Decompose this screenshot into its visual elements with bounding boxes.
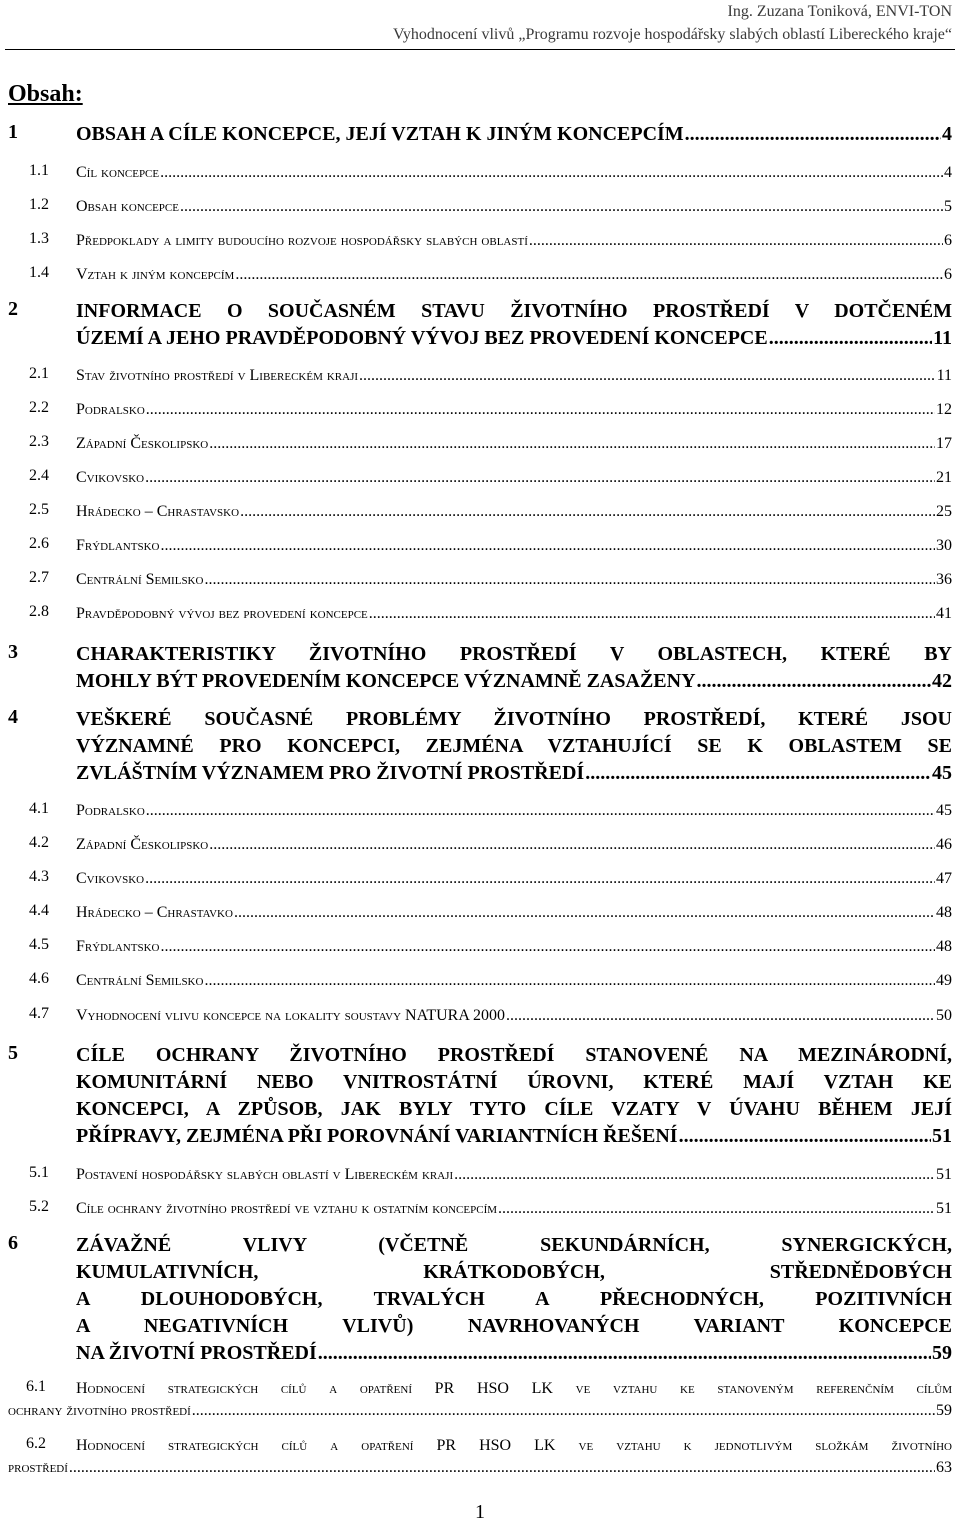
toc-entry-page: 59 bbox=[936, 1402, 952, 1419]
toc-entry-4-7[interactable] bbox=[8, 1005, 952, 1027]
toc-entry-page: 4 bbox=[942, 123, 952, 145]
toc-entry-page: 11 bbox=[933, 327, 952, 349]
toc-entry-text-line: NA ŽIVOTNÍ PROSTŘEDÍ bbox=[76, 1342, 317, 1364]
toc-entry-4-1[interactable] bbox=[8, 800, 952, 822]
toc-entry-number: 1 bbox=[8, 121, 18, 143]
toc-entry-1-1[interactable] bbox=[8, 162, 952, 184]
toc-entry-page: 48 bbox=[936, 938, 952, 955]
toc-entry-text: Západní Českolipsko bbox=[76, 435, 209, 452]
toc-entry-text: Centrální Semilsko bbox=[76, 571, 204, 588]
toc-entry-text-line: A DLOUHODOBÝCH, TRVALÝCH A PŘECHODNÝCH, POZITIVNÍCH bbox=[76, 1288, 952, 1310]
dot-leader bbox=[697, 668, 931, 695]
dot-leader bbox=[359, 365, 936, 387]
toc-entry-2[interactable] bbox=[8, 298, 952, 352]
toc-entry-2-6[interactable] bbox=[8, 535, 952, 557]
toc-entry-1-3[interactable] bbox=[8, 230, 952, 252]
toc-entry-page: 45 bbox=[932, 762, 952, 784]
toc-entry-text: Obsah koncepce bbox=[76, 198, 179, 215]
toc-entry-page: 47 bbox=[936, 870, 952, 887]
dot-leader bbox=[146, 399, 935, 421]
dot-leader bbox=[160, 162, 943, 184]
toc-entry-text: Podralsko bbox=[76, 401, 145, 418]
toc-entry-number: 4.6 bbox=[29, 970, 49, 987]
toc-entry-text-line: CÍLE OCHRANY ŽIVOTNÍHO PROSTŘEDÍ STANOVENÉ NA MEZINÁRODNÍ, bbox=[76, 1044, 952, 1066]
toc-entry-page: 4 bbox=[944, 164, 952, 181]
toc-entry-number: 4.7 bbox=[29, 1005, 49, 1022]
toc-entry-text: Cíl koncepce bbox=[76, 164, 160, 181]
dot-leader bbox=[192, 1400, 935, 1422]
toc-entry-4-4[interactable] bbox=[8, 902, 952, 924]
dot-leader bbox=[506, 1005, 935, 1027]
dot-leader bbox=[498, 1198, 935, 1220]
toc-entry-4-3[interactable] bbox=[8, 868, 952, 890]
toc-entry-5-2[interactable] bbox=[8, 1198, 952, 1220]
dot-leader bbox=[240, 501, 935, 523]
toc-entry-text-line: PŘÍPRAVY, ZEJMÉNA PŘI POROVNÁNÍ VARIANTNÍCH ŘEŠENÍ bbox=[76, 1125, 678, 1147]
dot-leader bbox=[585, 760, 931, 787]
page-number: 1 bbox=[475, 1501, 485, 1523]
toc-entry-text: Pravděpodobný vývoj bez provedení koncepce bbox=[76, 605, 368, 622]
toc-entry-number: 5 bbox=[8, 1042, 18, 1064]
toc-entry-1-2[interactable] bbox=[8, 196, 952, 218]
toc-entry-text: Frýdlantsko bbox=[76, 938, 160, 955]
toc-entry-6-2[interactable] bbox=[8, 1435, 952, 1479]
toc-entry-page: 51 bbox=[932, 1125, 952, 1147]
toc-entry-page: 48 bbox=[936, 904, 952, 921]
toc-entry-page: 6 bbox=[944, 232, 952, 249]
dot-leader bbox=[318, 1340, 931, 1367]
toc-entry-number: 4.2 bbox=[29, 834, 49, 851]
toc-entry-number: 2 bbox=[8, 298, 18, 320]
toc-entry-1-4[interactable] bbox=[8, 264, 952, 286]
dot-leader bbox=[769, 325, 932, 352]
toc-entry-2-2[interactable] bbox=[8, 399, 952, 421]
toc-entry-text-line: ochrany životního prostředí bbox=[8, 1402, 191, 1419]
toc-entry-page: 42 bbox=[932, 670, 952, 692]
toc-entry-text-line: ÚZEMÍ A JEHO PRAVDĚPODOBNÝ VÝVOJ BEZ PROVEDENÍ KONCEPCE bbox=[76, 327, 768, 349]
toc-entry-number: 2.5 bbox=[29, 501, 49, 518]
toc-entry-text-line: ZÁVAŽNÉ VLIVY (VČETNĚ SEKUNDÁRNÍCH, SYNERGICKÝCH, bbox=[76, 1234, 952, 1256]
toc-entry-text-line: KUMULATIVNÍCH, KRÁTKODOBÝCH, STŘEDNĚDOBÝCH bbox=[76, 1261, 952, 1283]
toc-entry-text: Centrální Semilsko bbox=[76, 972, 204, 989]
dot-leader bbox=[145, 868, 935, 890]
toc-entry-2-4[interactable] bbox=[8, 467, 952, 489]
toc-entry-number: 4.3 bbox=[29, 868, 49, 885]
toc-entry-number: 6.1 bbox=[26, 1378, 46, 1395]
toc-entry-text: OBSAH A CÍLE KONCEPCE, JEJÍ VZTAH K JINÝM KONCEPCÍM bbox=[76, 123, 684, 145]
dot-leader bbox=[69, 1457, 935, 1479]
toc-entry-page: 51 bbox=[936, 1166, 952, 1183]
toc-entry-5-1[interactable] bbox=[8, 1164, 952, 1186]
toc-entry-text-line: MOHLY BÝT PROVEDENÍM KONCEPCE VÝZNAMNĚ ZASAŽENY bbox=[76, 670, 696, 692]
toc-entry-text-line: KOMUNITÁRNÍ NEBO VNITROSTÁTNÍ ÚROVNI, KTERÉ MAJÍ VZTAH KE bbox=[76, 1071, 952, 1093]
toc-entry-text-line: Hodnocení strategických cílů a opatření PR HSO LK ve vztahu ke stanoveným referenčním cílům bbox=[76, 1380, 952, 1397]
toc-entry-page: 11 bbox=[936, 367, 952, 384]
dot-leader bbox=[180, 196, 943, 218]
toc-entry-2-1[interactable] bbox=[8, 365, 952, 387]
toc-entry-number: 2.1 bbox=[29, 365, 49, 382]
toc-entry-page: 6 bbox=[944, 266, 952, 283]
dot-leader bbox=[209, 834, 935, 856]
toc-entry-1[interactable] bbox=[8, 121, 952, 148]
toc-entry-6-1[interactable] bbox=[8, 1378, 952, 1422]
toc-entry-page: 17 bbox=[936, 435, 952, 452]
toc-entry-page: 50 bbox=[936, 1007, 952, 1024]
dot-leader bbox=[160, 936, 935, 958]
toc-entry-number: 3 bbox=[8, 641, 18, 663]
toc-entry-number: 5.2 bbox=[29, 1198, 49, 1215]
toc-entry-page: 30 bbox=[936, 537, 952, 554]
dot-leader bbox=[454, 1164, 935, 1186]
dot-leader bbox=[685, 121, 941, 148]
toc-entry-page: 45 bbox=[936, 802, 952, 819]
toc-entry-page: 12 bbox=[936, 401, 952, 418]
header-document-title: Vyhodnocení vlivů „Programu rozvoje hospodářsky slabých oblastí Libereckého kraje“ bbox=[393, 26, 952, 43]
toc-entry-text: Hrádecko – Chrastavsko bbox=[76, 503, 240, 520]
toc-entry-number: 1.2 bbox=[29, 196, 49, 213]
dot-leader bbox=[145, 467, 935, 489]
toc-entry-page: 49 bbox=[936, 972, 952, 989]
header-author: Ing. Zuzana Toniková, ENVI-TON bbox=[727, 3, 952, 20]
toc-entry-text-line: CHARAKTERISTIKY ŽIVOTNÍHO PROSTŘEDÍ V OBLASTECH, KTERÉ BY bbox=[76, 643, 952, 665]
toc-entry-text-line: VEŠKERÉ SOUČASNÉ PROBLÉMY ŽIVOTNÍHO PROSTŘEDÍ, KTERÉ JSOU bbox=[76, 708, 952, 730]
dot-leader bbox=[209, 433, 935, 455]
toc-entry-3[interactable] bbox=[8, 641, 952, 695]
toc-entry-number: 2.4 bbox=[29, 467, 49, 484]
toc-entry-text: Cvikovsko bbox=[76, 469, 145, 486]
toc-entry-4-6[interactable] bbox=[8, 970, 952, 992]
toc-entry-text: Vztah k jiným koncepcím bbox=[76, 266, 235, 283]
toc-entry-text: Postavení hospodářsky slabých oblastí v Libereckém kraji bbox=[76, 1166, 454, 1183]
toc-entry-text-line: VÝZNAMNÉ PRO KONCEPCI, ZEJMÉNA VZTAHUJÍCÍ SE K OBLASTEM SE bbox=[76, 735, 952, 757]
toc-entry-page: 25 bbox=[936, 503, 952, 520]
toc-entry-4-5[interactable] bbox=[8, 936, 952, 958]
dot-leader bbox=[204, 970, 935, 992]
toc-entry-number: 4.1 bbox=[29, 800, 49, 817]
toc-entry-text-line: KONCEPCI, A ZPŮSOB, JAK BYLY TYTO CÍLE VZATY V ÚVAHU BĚHEM JEJÍ bbox=[76, 1098, 952, 1120]
toc-entry-page: 41 bbox=[936, 605, 952, 622]
toc-entry-page: 63 bbox=[936, 1459, 952, 1476]
toc-entry-number: 6 bbox=[8, 1232, 18, 1254]
dot-leader bbox=[146, 800, 935, 822]
toc-entry-text: Cíle ochrany životního prostředí ve vztahu k ostatním koncepcím bbox=[76, 1200, 498, 1217]
toc-entry-6[interactable] bbox=[8, 1232, 952, 1367]
toc-entry-number: 2.2 bbox=[29, 399, 49, 416]
toc-entry-number: 1.4 bbox=[29, 264, 49, 281]
toc-entry-page: 51 bbox=[936, 1200, 952, 1217]
toc-entry-text: Stav životního prostředí v Libereckém kraji bbox=[76, 367, 359, 384]
toc-entry-number: 2.7 bbox=[29, 569, 49, 586]
dot-leader bbox=[529, 230, 943, 252]
toc-entry-page: 5 bbox=[944, 198, 952, 215]
toc-entry-text-line: Hodnocení strategických cílů a opatření PR HSO LK ve vztahu k jednotlivým složkám životního bbox=[76, 1437, 952, 1454]
toc-entry-number: 1.1 bbox=[29, 162, 49, 179]
toc-entry-number: 2.6 bbox=[29, 535, 49, 552]
toc-entry-text: Západní Českolipsko bbox=[76, 836, 209, 853]
toc-entry-text-line: INFORMACE O SOUČASNÉM STAVU ŽIVOTNÍHO PROSTŘEDÍ V DOTČENÉM bbox=[76, 300, 952, 322]
toc-entry-text-line: A NEGATIVNÍCH VLIVŮ) NAVRHOVANÝCH VARIANT KONCEPCE bbox=[76, 1315, 952, 1337]
toc-entry-number: 6.2 bbox=[26, 1435, 46, 1452]
toc-entry-2-5[interactable] bbox=[8, 501, 952, 523]
toc-entry-2-8[interactable] bbox=[8, 603, 952, 625]
dot-leader bbox=[679, 1123, 931, 1150]
toc-entry-page: 46 bbox=[936, 836, 952, 853]
dot-leader bbox=[204, 569, 935, 591]
toc-entry-text: Frýdlantsko bbox=[76, 537, 160, 554]
toc-entry-number: 2.8 bbox=[29, 603, 49, 620]
toc-entry-number: 4.5 bbox=[29, 936, 49, 953]
toc-entry-page: 59 bbox=[932, 1342, 952, 1364]
toc-entry-text-line: ZVLÁŠTNÍM VÝZNAMEM PRO ŽIVOTNÍ PROSTŘEDÍ bbox=[76, 762, 585, 784]
dot-leader bbox=[235, 264, 943, 286]
toc-entry-4-2[interactable] bbox=[8, 834, 952, 856]
toc-entry-page: 36 bbox=[936, 571, 952, 588]
toc-entry-number: 4 bbox=[8, 706, 18, 728]
toc-entry-page: 21 bbox=[936, 469, 952, 486]
dot-leader bbox=[234, 902, 935, 924]
toc-entry-2-7[interactable] bbox=[8, 569, 952, 591]
toc-entry-4[interactable] bbox=[8, 706, 952, 787]
toc-entry-2-3[interactable] bbox=[8, 433, 952, 455]
toc-entry-text: Cvikovsko bbox=[76, 870, 145, 887]
toc-entry-text: Vyhodnocení vlivu koncepce na lokality soustavy NATURA 2000 bbox=[76, 1007, 506, 1024]
toc-entry-number: 2.3 bbox=[29, 433, 49, 450]
dot-leader bbox=[160, 535, 935, 557]
toc-entry-number: 5.1 bbox=[29, 1164, 49, 1181]
dot-leader bbox=[369, 603, 935, 625]
toc-entry-5[interactable] bbox=[8, 1042, 952, 1150]
toc-entry-number: 1.3 bbox=[29, 230, 49, 247]
toc-title: Obsah: bbox=[8, 81, 83, 107]
toc-entry-text: Předpoklady a limity budoucího rozvoje hospodářsky slabých oblastí bbox=[76, 232, 528, 249]
toc-entry-text: Hrádecko – Chrastavko bbox=[76, 904, 233, 921]
toc-entry-text-line: prostředí bbox=[8, 1459, 68, 1476]
toc-entry-number: 4.4 bbox=[29, 902, 49, 919]
toc-entry-text: Podralsko bbox=[76, 802, 145, 819]
